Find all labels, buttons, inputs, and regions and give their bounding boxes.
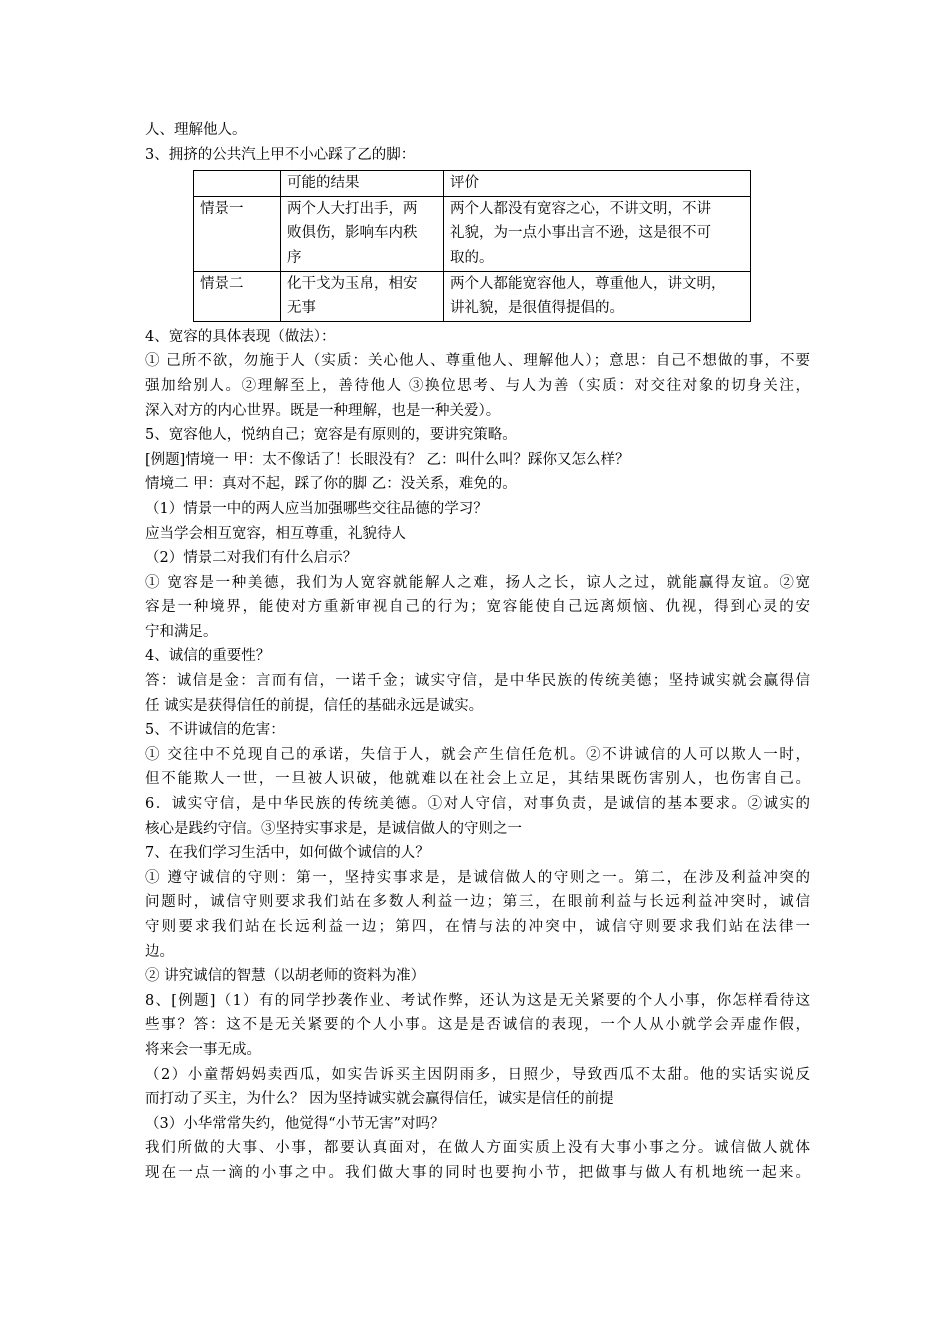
row-label: 情景一 (194, 196, 281, 271)
text-line: （2）情景二对我们有什么启示？ (145, 550, 358, 567)
document-page (145, 118, 810, 1186)
text-line: （3）小华常常失约，他觉得“小节无害”对吗？ (145, 1115, 445, 1132)
cell-line: 两个人都没有宽容之心，不讲文明，不讲 (450, 200, 711, 217)
text-line: 答：诚信是金：言而有信，一诺千金；诚实守信，是中华民族的传统美德；坚持诚实就会赢得信 (145, 673, 810, 690)
table-row (194, 271, 751, 321)
table-header-cell (194, 171, 281, 197)
text-line: 4、宽容的具体表现（做法）： (145, 328, 336, 345)
comparison-table (193, 170, 751, 322)
cell-line: 化干戈为玉帛，相安 (287, 275, 418, 292)
table-header-row (194, 171, 751, 197)
text-line: 核心是践约守信。③坚持实事求是，是诚信做人的守则之一 (145, 820, 522, 837)
text-line: 我们所做的大事、小事，都要认真面对，在做人方面实质上没有大事小事之分。诚信做人就体 (145, 1140, 810, 1157)
text-line: 4、诚信的重要性？ (145, 648, 271, 665)
text-line: ① 己所不欲，勿施于人（实质：关心他人、尊重他人、理解他人）；意思：自己不想做的事，不要 (145, 353, 810, 370)
text-line: ① 遵守诚信的守则：第一，坚持实事求是，是诚信做人的守则之一。第二，在涉及利益冲突的 (145, 869, 810, 886)
text-line: 应当学会相互宽容，相互尊重，礼貌待人 (145, 525, 406, 542)
evaluation-cell (444, 196, 751, 271)
cell-line: 讲礼貌，是很值得提倡的。 (450, 300, 624, 317)
evaluation-cell (444, 271, 751, 321)
text-line: [例题]情境一 甲：太不像话了！长眼没有？ 乙：叫什么叫？踩你又怎么样？ (145, 451, 630, 468)
text-line: 强加给别人。②理解至上，善待他人 ③换位思考、与人为善（实质：对交往对象的切身关注， (145, 377, 810, 394)
cell-line: 两个人大打出手，两 (287, 200, 418, 217)
text-line: ① 宽容是一种美德，我们为人宽容就能解人之难，扬人之长，谅人之过，就能赢得友谊。②宽 (145, 574, 810, 591)
cell-line: 礼貌，为一点小事出言不逊，这是很不可 (450, 225, 711, 242)
text-line: 但不能欺人一世，一旦被人识破，他就难以在社会上立足，其结果既伤害别人，也伤害自己。 (145, 771, 810, 788)
text-line: ② 讲究诚信的智慧（以胡老师的资料为准） (145, 968, 426, 985)
text-line: 3、拥挤的公共汽上甲不小心踩了乙的脚： (145, 146, 416, 163)
cell-line: 两个人都能宽容他人，尊重他人，讲文明， (450, 275, 726, 292)
cell-line: 无事 (287, 300, 316, 317)
text-line: 边。 (145, 943, 174, 960)
text-line: 宁和满足。 (145, 623, 218, 640)
text-line: 深入对方的内心世界。既是一种理解，也是一种关爱）。 (145, 402, 501, 419)
text-line: 5、宽容他人，悦纳自己；宽容是有原则的，要讲究策略。 (145, 427, 517, 444)
table-header-cell: 评价 (444, 171, 751, 197)
text-line: 现在一点一滴的小事之中。我们做大事的同时也要拘小节，把做事与做人有机地统一起来。 (145, 1164, 810, 1181)
text-line: 问题时，诚信守则要求我们站在多数人利益一边；第三，在眼前利益与长远利益冲突时，诚信 (145, 894, 810, 911)
cell-line: 取的。 (450, 249, 494, 266)
result-cell (281, 271, 444, 321)
text-line: 6．诚实守信，是中华民族的传统美德。①对人守信，对事负责，是诚信的基本要求。②诚实的 (145, 796, 810, 813)
text-line: （2）小童帮妈妈卖西瓜，如实告诉买主因阴雨多，日照少，导致西瓜不太甜。他的实话实说反 (145, 1066, 810, 1083)
text-line: 守则要求我们站在长远利益一边；第四，在情与法的冲突中，诚信守则要求我们站在法律一 (145, 919, 810, 935)
text-line: ① 交往中不兑现自己的承诺，失信于人，就会产生信任危机。②不讲诚信的人可以欺人一时， (145, 746, 810, 763)
row-label: 情景二 (194, 271, 281, 321)
result-cell (281, 196, 444, 271)
text-line: 将来会一事无成。 (145, 1041, 261, 1058)
table-row (194, 196, 751, 271)
body-text (145, 325, 810, 1186)
text-line: （1）情景一中的两人应当加强哪些交往品德的学习？ (145, 500, 488, 517)
text-line: 而打动了买主，为什么？ 因为坚持诚实就会赢得信任，诚实是信任的前提 (145, 1091, 614, 1108)
cell-line: 败俱伤，影响车内秩 (287, 225, 418, 242)
text-line: 任 诚实是获得信任的前提，信任的基础永远是诚实。 (145, 697, 484, 714)
text-line: 人、理解他人。 (145, 122, 247, 138)
text-line: 情境二 甲：真对不起，踩了你的脚 乙：没关系，难免的。 (145, 476, 517, 493)
text-line: 5、不讲诚信的危害： (145, 722, 285, 739)
text-line: 容是一种境界，能使对方重新审视自己的行为；宽容能使自己远离烦恼、仇视，得到心灵的安 (145, 599, 810, 616)
table-header-cell: 可能的结果 (281, 171, 444, 197)
cell-line: 序 (287, 249, 302, 266)
text-line: 8、[例题]（1）有的同学抄袭作业、考试作弊，还认为这是无关紧要的个人小事，你怎样看待这 (145, 992, 810, 1009)
text-line: 7、在我们学习生活中，如何做个诚信的人？ (145, 845, 430, 862)
text-line: 些事？答：这不是无关紧要的个人小事。这是是否诚信的表现，一个人从小就学会弄虚作假， (145, 1017, 810, 1034)
